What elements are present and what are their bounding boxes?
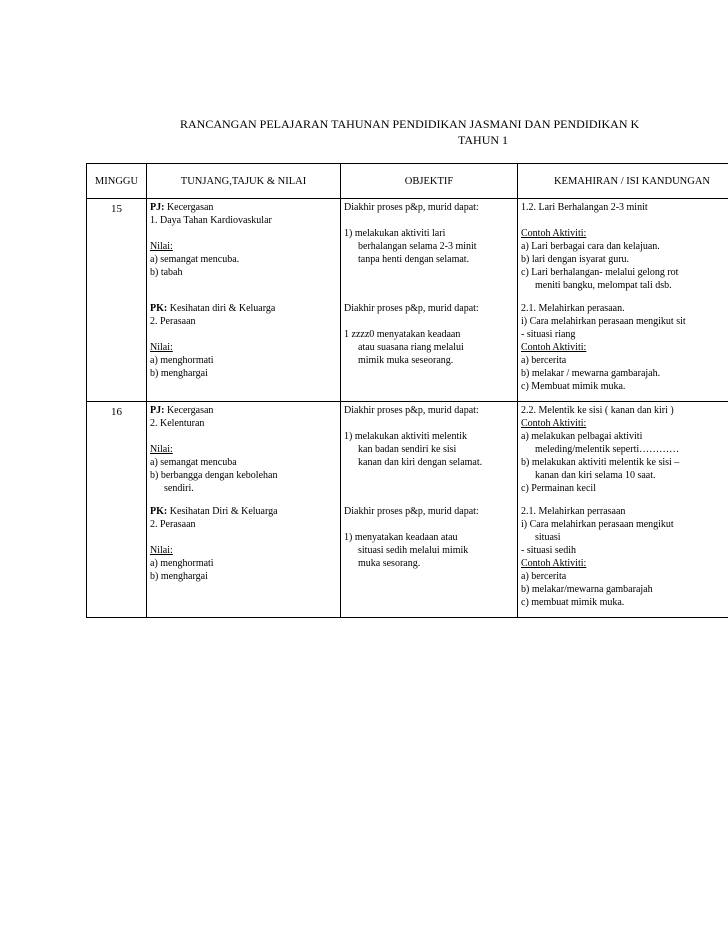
objektif-item: mimik muka seseorang. — [358, 355, 454, 366]
objektif-item: atau suasana riang melalui — [358, 342, 464, 353]
kemahiran-line: c) Lari berhalangan- melalui gelong rot — [521, 267, 679, 278]
objektif-cell — [341, 199, 518, 301]
nilai-item: a) menghormati — [150, 558, 214, 569]
kemahiran-line: a) bercerita — [521, 355, 567, 366]
tunjang-subtopic: 1. Daya Tahan Kardiovaskular — [150, 215, 272, 226]
header-tunjang: TUNJANG,TAJUK & NILAI — [147, 164, 341, 199]
kemahiran-line: b) lari dengan isyarat guru. — [521, 254, 630, 265]
kemahiran-line: c) membuat mimik muka. — [521, 597, 625, 608]
title-line-1: RANCANGAN PELAJARAN TAHUNAN PENDIDIKAN JASMANI DAN PENDIDIKAN K — [180, 117, 640, 131]
kemahiran-line: a) Lari berbagai cara dan kelajuan. — [521, 241, 660, 252]
kemahiran-cell — [518, 402, 728, 504]
objektif-item: kanan dan kiri dengan selamat. — [358, 457, 483, 468]
kemahiran-line: meniti bangku, melompat tali dsb. — [535, 280, 672, 291]
objektif-item: 1) melakukan aktiviti melentik — [344, 431, 468, 442]
spacer — [150, 328, 337, 341]
kemahiran-line: c) Membuat mimik muka. — [521, 381, 626, 392]
tunjang-label: PJ: — [150, 405, 165, 416]
nilai-label: Nilai: — [150, 342, 173, 353]
nilai-item: a) menghormati — [150, 355, 214, 366]
nilai-label: Nilai: — [150, 545, 173, 556]
objektif-item: kan badan sendiri ke sisi — [358, 444, 457, 455]
header-objektif: OBJEKTIF — [341, 164, 518, 199]
objektif-item: berhalangan selama 2-3 minit — [358, 241, 477, 252]
tunjang-topic: Kecergasan — [166, 202, 214, 213]
table-row — [87, 199, 728, 301]
kemahiran-line: situasi — [535, 532, 561, 543]
nilai-item: a) semangat mencuba. — [150, 254, 240, 265]
tunjang-subtopic: 2. Perasaan — [150, 519, 196, 530]
nilai-item: sendiri. — [164, 483, 194, 494]
objektif-item: 1 zzzz0 menyatakan keadaan — [344, 329, 461, 340]
kemahiran-line: a) bercerita — [521, 571, 567, 582]
tunjang-topic: Kesihatan diri & Keluarga — [169, 303, 276, 314]
kemahiran-line: a) melakukan pelbagai aktiviti — [521, 431, 643, 442]
kemahiran-line: c) Permainan kecil — [521, 483, 596, 494]
kemahiran-line: Contoh Aktiviti: — [521, 418, 587, 429]
kemahiran-line: Contoh Aktiviti: — [521, 228, 587, 239]
objektif-item: 1) melakukan aktiviti lari — [344, 228, 446, 239]
kemahiran-line: Contoh Aktiviti: — [521, 558, 587, 569]
tunjang-heading — [150, 201, 337, 214]
objektif-item: muka sesorang. — [358, 558, 421, 569]
tunjang-cell — [147, 402, 341, 504]
tunjang-heading — [150, 404, 337, 417]
kemahiran-line: 2.1. Melahirkan perasaan. — [521, 303, 625, 314]
tunjang-subtopic: 2. Perasaan — [150, 316, 196, 327]
kemahiran-line: - situasi sedih — [521, 545, 576, 556]
spacer — [344, 518, 514, 531]
kemahiran-line: 1.2. Lari Berhalangan 2-3 minit — [521, 202, 648, 213]
spacer — [150, 227, 337, 240]
nilai-item: a) semangat mencuba — [150, 457, 237, 468]
objektif-cell — [341, 402, 518, 504]
tunjang-label: PK: — [150, 506, 168, 517]
week-number: 15 — [87, 199, 147, 402]
kemahiran-line: meleding/melentik seperti………… — [535, 444, 680, 455]
spacer — [344, 214, 514, 227]
objektif-cell — [341, 503, 518, 618]
kemahiran-line: b) melakar/mewarna gambarajah — [521, 584, 653, 595]
lesson-plan-table — [86, 163, 728, 618]
table-header-row — [87, 164, 728, 199]
kemahiran-line: - situasi riang — [521, 329, 576, 340]
tunjang-heading — [150, 505, 337, 518]
objektif-cell — [341, 300, 518, 402]
kemahiran-line: kanan dan kiri selama 10 saat. — [535, 470, 656, 481]
objektif-item: 1) menyatakan keadaan atau — [344, 532, 458, 543]
nilai-item: b) tabah — [150, 267, 183, 278]
kemahiran-cell — [518, 199, 728, 301]
tunjang-label: PK: — [150, 303, 168, 314]
kemahiran-line: b) melakukan aktiviti melentik ke sisi – — [521, 457, 680, 468]
tunjang-topic: Kecergasan — [166, 405, 214, 416]
kemahiran-line: 2.1. Melahirkan perrasaan — [521, 506, 626, 517]
nilai-item: b) menghargai — [150, 368, 208, 379]
spacer — [150, 430, 337, 443]
week-number: 16 — [87, 402, 147, 618]
kemahiran-line: i) Cara melahirkan perasaan mengikut — [521, 519, 674, 530]
spacer — [150, 531, 337, 544]
kemahiran-cell — [518, 300, 728, 402]
tunjang-cell — [147, 300, 341, 402]
spacer — [521, 214, 728, 227]
objektif-intro: Diakhir proses p&p, murid dapat: — [344, 405, 479, 416]
kemahiran-cell — [518, 503, 728, 618]
tunjang-cell — [147, 199, 341, 301]
objektif-item: tanpa henti dengan selamat. — [358, 254, 470, 265]
header-kemahiran: KEMAHIRAN / ISI KANDUNGAN — [518, 164, 728, 199]
kemahiran-line: i) Cara melahirkan perasaan mengikut sit — [521, 316, 686, 327]
objektif-intro: Diakhir proses p&p, murid dapat: — [344, 506, 479, 517]
table-row — [87, 402, 728, 504]
nilai-item: b) menghargai — [150, 571, 208, 582]
nilai-label: Nilai: — [150, 241, 173, 252]
tunjang-cell — [147, 503, 341, 618]
title-line-2: TAHUN 1 — [458, 133, 509, 147]
nilai-label: Nilai: — [150, 444, 173, 455]
header-minggu: MINGGU — [87, 164, 147, 199]
kemahiran-line: Contoh Aktiviti: — [521, 342, 587, 353]
tunjang-heading — [150, 302, 337, 315]
nilai-item: b) berbangga dengan kebolehan — [150, 470, 278, 481]
tunjang-subtopic: 2. Kelenturan — [150, 418, 205, 429]
table-row — [87, 300, 728, 402]
kemahiran-line: b) melakar / mewarna gambarajah. — [521, 368, 661, 379]
kemahiran-line: 2.2. Melentik ke sisi ( kanan dan kiri ) — [521, 405, 674, 416]
objektif-intro: Diakhir proses p&p, murid dapat: — [344, 303, 479, 314]
spacer — [344, 417, 514, 430]
tunjang-label: PJ: — [150, 202, 165, 213]
table-row — [87, 503, 728, 618]
objektif-item: situasi sedih melalui mimik — [358, 545, 469, 556]
objektif-intro: Diakhir proses p&p, murid dapat: — [344, 202, 479, 213]
tunjang-topic: Kesihatan Diri & Keluarga — [169, 506, 278, 517]
spacer — [344, 315, 514, 328]
